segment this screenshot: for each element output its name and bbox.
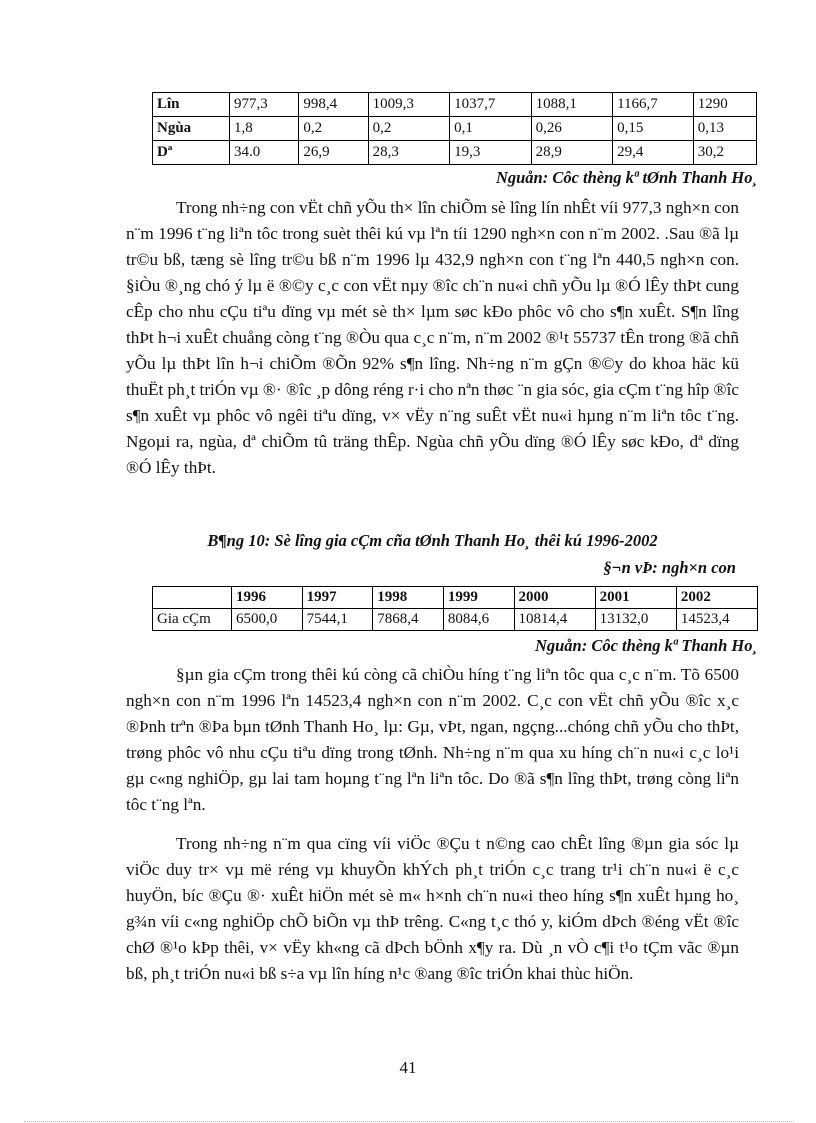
table-header-cell: 1996	[232, 587, 303, 609]
table-cell: 0,2	[368, 117, 449, 141]
table2-source: Nguån: Côc thèng kª Thanh Ho¸	[534, 636, 758, 655]
table-cell: 0,1	[450, 117, 531, 141]
table-row	[153, 117, 757, 141]
poultry-table	[152, 586, 758, 631]
table-cell: 998,4	[299, 93, 368, 117]
row-label: Ngùa	[153, 117, 230, 141]
table-header-row	[153, 587, 758, 609]
paragraph-poultry: §µn gia cÇm trong thêi kú còng cã chiÒu híng t¨ng liªn tôc qua c¸c n¨m. Tõ 6500 ngh×n con n¨m 1996 lªn 14523,4 ngh×n con n¨m 2002. C¸c con vËt chñ yÕu ®îc x¸c ®Þnh trªn ®Þa bµn tØnh Thanh Ho¸ lµ: Gµ, vÞt, ngan, ngçng...chóng chñ yÕu cho thÞt, trøng phôc vô nhu cÇu tiªu dïng trong tØnh. Nh÷ng n¨m qua xu híng ch¨n nu«i c¸c lo¹i gµ c«ng nghiÖp, gµ lai tam hoµng t¨ng lªn liªn tôc. Do ®ã s¶n lîng thÞt, trøng còng liªn tôc t¨ng lªn.	[126, 665, 739, 814]
paragraph-farms: Trong nh÷ng n¨m qua cïng víi viÖc ®Çu t n©ng cao chÊt lîng ®µn gia sóc lµ viÖc duy tr× vµ më réng vµ khuyÕn khÝch ph¸t triÓn c¸c trang tr¹i ch¨n nu«i ë c¸c huyÖn, bíc ®Çu ®· xuÊt hiÖn mét sè m« h×nh ch¨n nu«i theo híng s¶n xuÊt hµng ho¸ g¾n víi c«ng nghiÖp chÕ biÕn vµ thÞ trêng. C«ng t¸c thó y, kiÓm dÞch ®éng vËt ®îc chØ ®¹o kÞp thêi, v× vËy kh«ng cã dÞch bÖnh x¶y ra. Dù ¸n vÒ c¶i t¹o tÇm vãc ®µn bß, ph¸t triÓn nu«i bß s÷a vµ lîn híng n¹c ®ang ®îc triÓn khai thùc hiÖn.	[126, 834, 739, 983]
table-header-cell: 1997	[302, 587, 373, 609]
table-cell: 34.0	[230, 141, 299, 165]
table-cell: 26,9	[299, 141, 368, 165]
table-cell: 14523,4	[676, 609, 757, 631]
table-cell: 977,3	[230, 93, 299, 117]
table2-unit: §¬n vÞ: ngh×n con	[603, 558, 736, 577]
table-header-empty	[153, 587, 232, 609]
table-cell: 1166,7	[613, 93, 694, 117]
table-cell: 1088,1	[531, 93, 612, 117]
table-cell: 8084,6	[443, 609, 514, 631]
table-cell: 1290	[693, 93, 756, 117]
table-cell: 28,9	[531, 141, 612, 165]
table-cell: 30,2	[693, 141, 756, 165]
table-cell: 19,3	[450, 141, 531, 165]
table-row	[153, 93, 757, 117]
table-cell: 1037,7	[450, 93, 531, 117]
table-cell: 13132,0	[595, 609, 676, 631]
table-row	[153, 609, 758, 631]
row-label: Dª	[153, 141, 230, 165]
table-cell: 0,26	[531, 117, 612, 141]
table-cell: 0,13	[693, 117, 756, 141]
row-label: Lîn	[153, 93, 230, 117]
table-header-cell: 2002	[676, 587, 757, 609]
table-cell: 7544,1	[302, 609, 373, 631]
table-cell: 0,15	[613, 117, 694, 141]
table-header-cell: 2001	[595, 587, 676, 609]
table-cell: 28,3	[368, 141, 449, 165]
table-cell: 0,2	[299, 117, 368, 141]
table-cell: 6500,0	[232, 609, 303, 631]
paragraph-livestock: Trong nh÷ng con vËt chñ yÕu th× lîn chiÕm sè lîng lín nhÊt víi 977,3 ngh×n con n¨m 1996 t¨ng liªn tôc trong suèt thêi kú vµ lªn tíi 1290 ngh×n con n¨m 2002. .Sau ®ã lµ tr©u bß, tæng sè lîng tr©u bß n¨m 1996 lµ 432,9 ngh×n con t¨ng lªn 440,5 ngh×n con. §iÒu ®¸ng chó ý lµ ë ®©y c¸c con vËt nµy ®îc ch¨n nu«i chñ yÕu lµ ®Ó lÊy thÞt cung cÊp cho nhu cÇu tiªu dïng vµ mét sè th× lµm søc kÐo phôc vô cho s¶n xuÊt. S¶n lîng thÞt h¬i xuÊt chuång còng t¨ng ®Òu qua c¸c n¨m, n¨m 2002 ®¹t 55737 tÊn trong ®ã chñ yÕu lµ thÞt lîn h¬i chiÕm ®Õn 92% s¶n lîng. Nh÷ng n¨m gÇn ®©y do khoa häc kü thuËt ph¸t triÓn vµ ®· ®îc ¸p dông réng r·i cho nªn thøc ¨n gia sóc, gia cÇm t¨ng hîp ®îc s¶n xuÊt vµ phôc vô ngêi tiªu dïng, v× vËy n¨ng suÊt vËt nu«i hµng n¨m liªn tôc t¨ng. Ngoµi ra, ngùa, dª chiÕm tû träng thÊp. Ngùa chñ yÕu dïng ®Ó lÊy søc kÐo, dª dïng ®Ó lÊy thÞt.	[126, 198, 739, 477]
page-bottom-divider	[24, 1121, 794, 1122]
livestock-table	[152, 92, 757, 165]
row-label: Gia cÇm	[153, 609, 232, 631]
table1-source: Nguån: Côc thèng kª tØnh Thanh Ho¸	[495, 168, 758, 187]
table-cell: 1009,3	[368, 93, 449, 117]
table-row	[153, 141, 757, 165]
table-header-cell: 2000	[514, 587, 595, 609]
table-header-cell: 1998	[373, 587, 444, 609]
table-cell: 1,8	[230, 117, 299, 141]
table-cell: 29,4	[613, 141, 694, 165]
table2-caption: B¶ng 10: Sè lîng gia cÇm cña tØnh Thanh Ho¸ thêi kú 1996-2002	[207, 531, 658, 550]
table-header-cell: 1999	[443, 587, 514, 609]
table-cell: 10814,4	[514, 609, 595, 631]
table-cell: 7868,4	[373, 609, 444, 631]
page-number: 41	[399, 1058, 417, 1077]
